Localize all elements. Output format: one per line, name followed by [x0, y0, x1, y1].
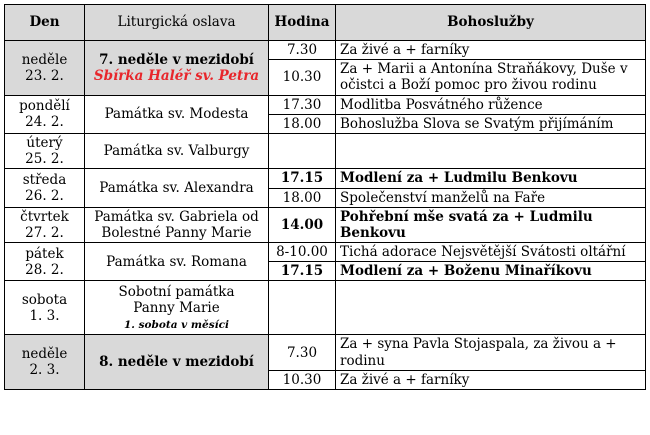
day-date: 23. 2.: [25, 67, 64, 84]
liturgy-name: Sobotní památka Panny Marie: [118, 283, 235, 316]
header-row: [5, 5, 646, 41]
table-row: [5, 133, 646, 168]
day-cell: [5, 281, 85, 335]
time-cell: 17.30: [269, 95, 336, 114]
day-date: 1. 3.: [29, 307, 60, 324]
liturgy-cell: 8. neděle v mezidobí: [85, 335, 269, 390]
liturgy-note: 1. sobota v měsíci: [123, 319, 229, 332]
service-cell: Společenství manželů na Faře: [336, 188, 646, 207]
day-name: pátek: [25, 245, 64, 262]
time-cell: 17.15: [269, 262, 336, 281]
time-cell: 7.30: [269, 335, 336, 370]
time-cell: 8-10.00: [269, 243, 336, 262]
service-cell: Pohřební mše svatá za + Ludmilu Benkovu: [336, 207, 646, 242]
header-day: Den: [5, 5, 85, 41]
liturgy-cell: Památka sv. Valburgy: [85, 133, 269, 168]
day-date: 25. 2.: [25, 151, 64, 168]
day-date: 24. 2.: [25, 114, 64, 131]
service-cell: Tichá adorace Nejsvětější Svátosti oltářní: [336, 243, 646, 262]
table-row: [5, 95, 646, 114]
liturgy-cell: Památka sv. Gabriela od Bolestné Panny Marie: [85, 207, 269, 242]
day-cell: [5, 243, 85, 281]
day-cell: [5, 95, 85, 133]
time-cell: 14.00: [269, 207, 336, 242]
time-cell: [269, 133, 336, 168]
time-cell: 17.15: [269, 169, 336, 188]
liturgy-cell: [85, 41, 269, 96]
table-row: [5, 281, 646, 335]
liturgy-cell: Památka sv. Romana: [85, 243, 269, 281]
day-date: 26. 2.: [25, 188, 64, 204]
time-cell: [269, 281, 336, 335]
time-cell: 18.00: [269, 114, 336, 133]
service-cell: Modlení za + Boženu Minaříkovu: [336, 262, 646, 281]
liturgy-cell: [85, 281, 269, 335]
day-name: pondělí: [19, 98, 70, 115]
table-row: [5, 169, 646, 188]
day-name: středa: [22, 171, 67, 188]
day-name: sobota: [21, 291, 68, 308]
service-cell: Za živé a + farníky: [336, 41, 646, 60]
time-cell: 7.30: [269, 41, 336, 60]
day-cell: [5, 133, 85, 168]
time-cell: 10.30: [269, 60, 336, 95]
table-row: [5, 41, 646, 60]
day-cell: [5, 169, 85, 207]
day-name: úterý: [26, 134, 63, 151]
day-name: neděle: [21, 51, 68, 68]
service-cell: Za + syna Pavla Stojaspala, za živou a + rodinu: [336, 335, 646, 370]
liturgy-cell: Památka sv. Alexandra: [85, 169, 269, 207]
liturgy-note: Sbírka Haléř sv. Petra: [93, 67, 260, 84]
service-cell: Za + Marii a Antonína Straňákovy, Duše v očistci a Boží pomoc pro živou rodinu: [336, 60, 646, 95]
service-cell: Modlitba Posvátného růžence: [336, 95, 646, 114]
service-cell: Bohoslužba Slova se Svatým přijímáním: [336, 114, 646, 133]
day-date: 2. 3.: [29, 362, 60, 379]
header-liturgy: Liturgická oslava: [85, 5, 269, 41]
day-cell: [5, 41, 85, 96]
service-cell: Modlení za + Ludmilu Benkovu: [336, 169, 646, 188]
day-date: 27. 2.: [25, 224, 64, 241]
liturgy-cell: Památka sv. Modesta: [85, 95, 269, 133]
service-cell: Za živé a + farníky: [336, 370, 646, 389]
time-cell: 10.30: [269, 370, 336, 389]
header-services: Bohoslužby: [336, 5, 646, 41]
service-cell: [336, 281, 646, 335]
day-cell: [5, 335, 85, 390]
time-cell: 18.00: [269, 188, 336, 207]
liturgy-name: 7. neděle v mezidobí: [99, 51, 254, 68]
day-name: čtvrtek: [20, 208, 69, 225]
weekly-schedule-table: [4, 4, 646, 390]
service-cell: [336, 133, 646, 168]
table-row: [5, 243, 646, 262]
header-time: Hodina: [269, 5, 336, 41]
table-row: [5, 207, 646, 242]
day-name: neděle: [21, 346, 68, 363]
table-row: [5, 335, 646, 370]
day-date: 28. 2.: [25, 261, 64, 278]
day-cell: [5, 207, 85, 242]
